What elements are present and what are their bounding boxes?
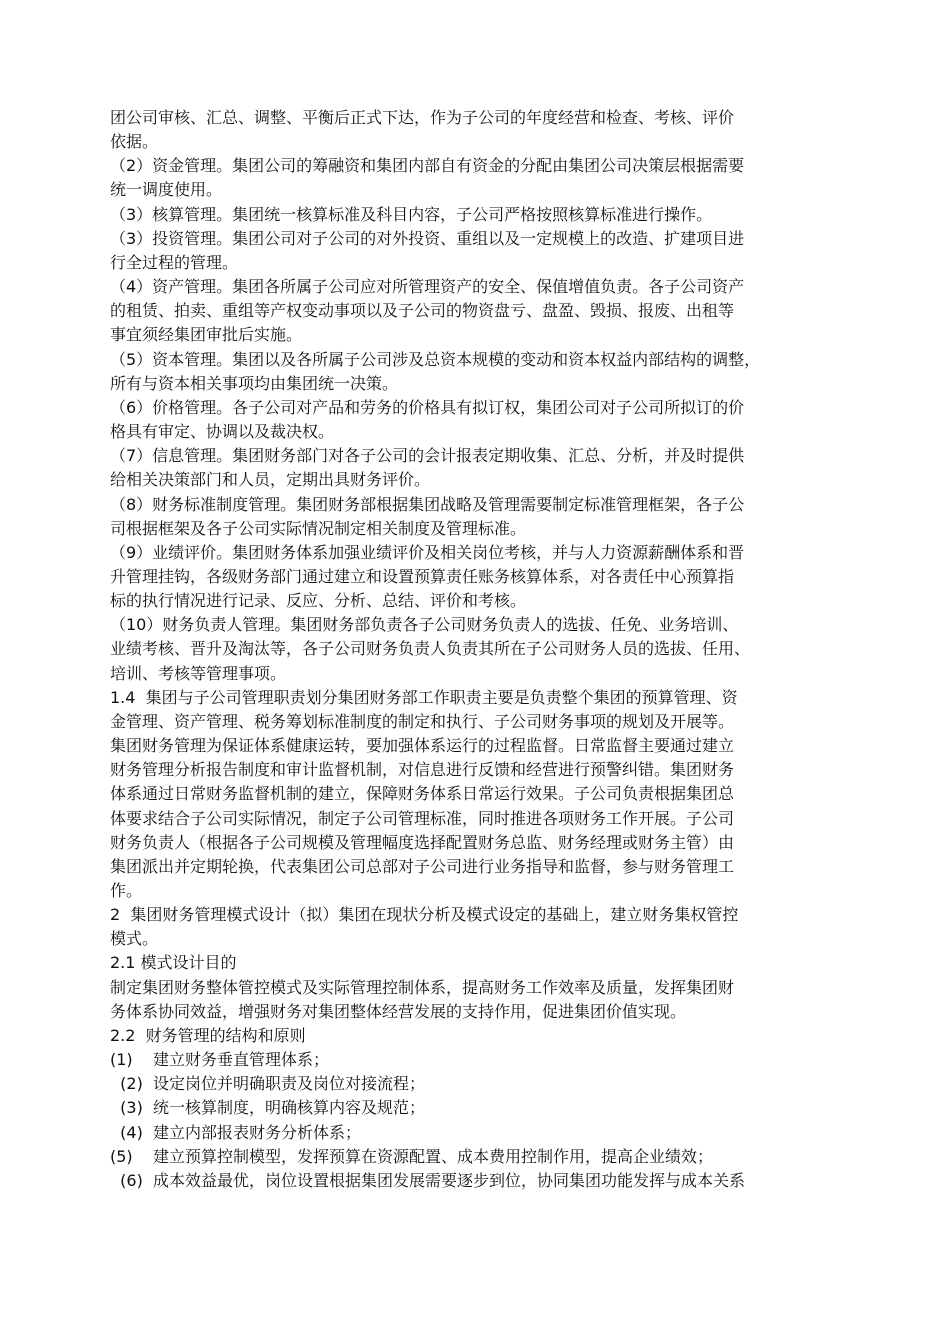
text-line: （8）财务标准制度管理。集团财务部根据集团战略及管理需要制定标准管理框架，各子公 — [110, 494, 745, 514]
text-line: 的租赁、拍卖、重组等产权变动事项以及子公司的物资盘亏、盘盈、毁损、报废、出租等 — [110, 301, 735, 321]
text-line: 务体系协同效益，增强财务对集团整体经营发展的支持作用，促进集团价值实现。 — [110, 1001, 687, 1021]
paragraph — [110, 154, 880, 202]
paragraph — [110, 227, 880, 275]
paragraph — [110, 203, 880, 227]
paragraph — [110, 1096, 880, 1120]
text-line: 统一调度使用。 — [110, 180, 223, 200]
paragraph — [110, 1121, 880, 1145]
text-line: (2) 设定岗位并明确职责及岗位对接流程； — [110, 1074, 426, 1094]
text-line: 财务负责人（根据各子公司规模及管理幅度选择配置财务总监、财务经理或财务主管）由 — [110, 832, 735, 852]
text-line: 集团派出并定期轮换，代表集团公司总部对子公司进行业务指导和监督，参与财务管理工 — [110, 856, 735, 876]
text-line: 行全过程的管理。 — [110, 252, 239, 272]
text-line: （2）资金管理。集团公司的筹融资和集团内部自有资金的分配由集团公司决策层根据需要 — [110, 156, 745, 176]
text-line: 团公司审核、汇总、调整、平衡后正式下达，作为子公司的年度经营和检查、考核、评价 — [110, 108, 735, 127]
paragraph — [110, 613, 880, 685]
paragraph — [110, 1072, 880, 1096]
text-line: 作。 — [110, 881, 143, 900]
text-line: （3）投资管理。集团公司对子公司的对外投资、重组以及一定规模上的改造、扩建项目进 — [110, 228, 745, 248]
text-line: 体系通过日常财务监督机制的建立，保障财务体系日常运行效果。子公司负责根据集团总 — [110, 784, 735, 804]
text-line: 1.4 集团与子公司管理职责划分集团财务部工作职责主要是负责整个集团的预算管理、资 — [110, 687, 738, 707]
text-line: (3) 统一核算制度，明确核算内容及规范； — [110, 1098, 426, 1118]
text-line: 依据。 — [110, 132, 159, 152]
text-line: (6) 成本效益最优，岗位设置根据集团发展需要逐步到位，协同集团功能发挥与成本关系 — [110, 1170, 746, 1190]
text-line: 2.1 模式设计目的 — [110, 953, 237, 973]
text-line: 事宜须经集团审批后实施。 — [110, 325, 303, 345]
text-line: （4）资产管理。集团各所属子公司应对所管理资产的安全、保值增值负责。各子公司资产 — [110, 277, 745, 297]
text-line: 制定集团财务整体管控模式及实际管理控制体系，提高财务工作效率及质量，发挥集团财 — [110, 977, 735, 997]
paragraph — [110, 106, 880, 154]
text-line: 给相关决策部门和人员，定期出具财务评价。 — [110, 470, 431, 490]
text-line: 财务管理分析报告制度和审计监督机制，对信息进行反馈和经营进行预警纠错。集团财务 — [110, 760, 735, 780]
document-page — [110, 106, 880, 1193]
paragraph — [110, 493, 880, 541]
paragraph — [110, 951, 880, 975]
paragraph — [110, 686, 880, 903]
paragraph — [110, 903, 880, 951]
text-line: 金管理、资产管理、税务筹划标准制度的制定和执行、子公司财务事项的规划及开展等。 — [110, 711, 735, 731]
paragraph — [110, 976, 880, 1024]
text-line: （5）资本管理。集团以及各所属子公司涉及总资本规模的变动和资本权益内部结构的调整， — [110, 349, 761, 369]
text-line: (1) 建立财务垂直管理体系； — [110, 1050, 330, 1070]
text-line: 所有与资本相关事项均由集团统一决策。 — [110, 373, 399, 393]
text-line: （3）核算管理。集团统一核算标准及科目内容，子公司严格按照核算标准进行操作。 — [110, 204, 713, 224]
text-line: (4) 建立内部报表财务分析体系； — [110, 1122, 362, 1142]
paragraph — [110, 444, 880, 492]
paragraph — [110, 1169, 880, 1193]
text-line: （10）财务负责人管理。集团财务部负责各子公司财务负责人的选拔、任免、业务培训、 — [110, 615, 739, 635]
text-line: （7）信息管理。集团财务部门对各子公司的会计报表定期收集、汇总、分析，并及时提供 — [110, 446, 745, 466]
text-line: 2 集团财务管理模式设计（拟）集团在现状分析及模式设定的基础上，建立财务集权管控 — [110, 905, 739, 925]
paragraph — [110, 1145, 880, 1169]
text-line: 业绩考核、晋升及淘汰等，各子公司财务负责人负责其所在子公司财务人员的选拔、任用、 — [110, 639, 751, 659]
text-line: (5) 建立预算控制模型，发挥预算在资源配置、成本费用控制作用，提高企业绩效； — [110, 1146, 714, 1166]
text-line: 司根据框架及各子公司实际情况制定相关制度及管理标准。 — [110, 518, 527, 538]
text-line: 集团财务管理为保证体系健康运转，要加强体系运行的过程监督。日常监督主要通过建立 — [110, 736, 735, 756]
paragraph — [110, 1024, 880, 1048]
paragraph — [110, 348, 880, 396]
text-line: 模式。 — [110, 929, 159, 949]
text-line: 2.2 财务管理的结构和原则 — [110, 1025, 306, 1045]
text-line: 体要求结合子公司实际情况，制定子公司管理标准，同时推进各项财务工作开展。子公司 — [110, 808, 735, 828]
paragraph — [110, 1048, 880, 1072]
paragraph — [110, 541, 880, 613]
paragraph — [110, 275, 880, 347]
paragraph — [110, 396, 880, 444]
text-line: 培训、考核等管理事项。 — [110, 663, 287, 683]
text-line: （9）业绩评价。集团财务体系加强业绩评价及相关岗位考核，并与人力资源薪酬体系和晋 — [110, 542, 745, 562]
text-line: 标的执行情况进行记录、反应、分析、总结、评价和考核。 — [110, 591, 527, 611]
text-line: （6）价格管理。各子公司对产品和劳务的价格具有拟订权，集团公司对子公司所拟订的价 — [110, 397, 745, 417]
text-line: 格具有审定、协调以及裁决权。 — [110, 422, 335, 442]
text-line: 升管理挂钩，各级财务部门通过建立和设置预算责任账务核算体系，对各责任中心预算指 — [110, 566, 735, 586]
